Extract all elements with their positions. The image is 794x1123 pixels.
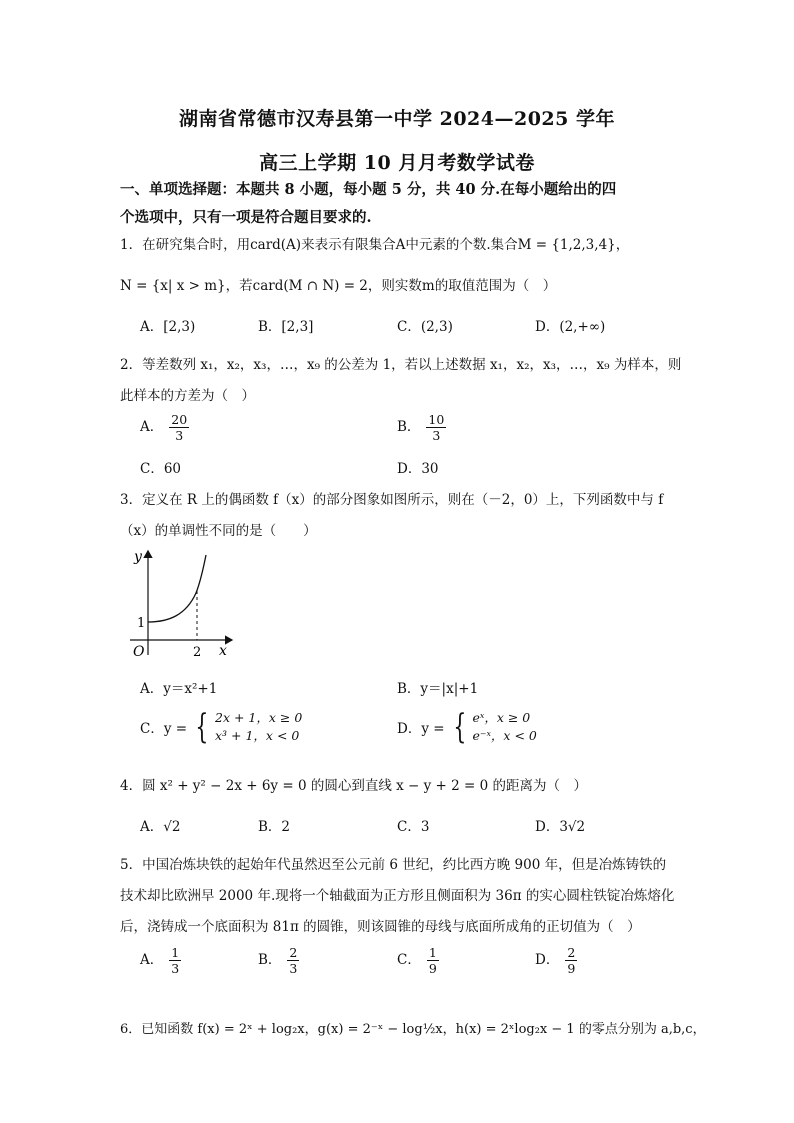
fraction-denominator: 3 <box>432 428 441 443</box>
fraction-denominator: 3 <box>289 961 298 976</box>
q3-option-c-label: C．y = <box>140 721 188 737</box>
q4-option-d: D．3√2 <box>535 819 586 835</box>
q5-line2: 技术却比欧洲早 2000 年.现将一个轴截面为正方形且侧面积为 36π 的实心圆柱铁锭冶炼熔化 <box>120 888 675 904</box>
q5-option-b <box>258 945 299 976</box>
q5-line3: 后，浇铸成一个底面积为 81π 的圆锥，则该圆锥的母线与底面所成角的正切值为（ ） <box>120 919 641 935</box>
q2-option-a-fraction <box>169 412 189 443</box>
q2-line2: 此样本的方差为（ ） <box>120 388 255 404</box>
q2-option-a-label: A． <box>140 419 164 435</box>
piecewise-row-1: eˣ，x ≥ 0 <box>472 710 531 725</box>
q5-option-d-fraction <box>565 945 577 976</box>
q1-option-c: C．(2,3) <box>397 319 453 335</box>
brace-icon: { <box>453 707 467 747</box>
q5-option-c <box>397 945 439 976</box>
q1-option-b: B．[2,3] <box>258 319 314 335</box>
fraction-denominator: 9 <box>567 961 576 976</box>
piecewise-row-2: x³ + 1，x < 0 <box>215 728 300 743</box>
piecewise-row-2: e⁻ˣ，x < 0 <box>472 728 537 743</box>
graph-tick-y: 1 <box>137 616 146 631</box>
q5-line1: 5．中国冶炼块铁的起始年代虽然迟至公元前 6 世纪，约比西方晚 900 年，但是冶炼铸铁的 <box>120 857 667 873</box>
q3-line2: （x）的单调性不同的是（ ） <box>120 523 317 539</box>
fraction-numerator: 1 <box>171 945 180 960</box>
q3-option-d-label: D．y = <box>397 721 445 737</box>
q3-option-c <box>140 709 302 745</box>
q1-line1: 1．在研究集合时，用card(A)来表示有限集合A中元素的个数.集合M = {1,2,3,4}， <box>120 237 630 253</box>
q2-line1: 2．等差数列 x₁，x₂，x₃，…，x₉ 的公差为 1，若以上述数据 x₁，x₂，x₃，…，x₉ 为样本，则 <box>120 357 682 373</box>
graph-origin-label: O <box>133 644 145 660</box>
section-heading-line2: 个选项中，只有一项是符合题目要求的. <box>120 209 372 226</box>
q3-function-graph <box>124 545 244 665</box>
q2-option-a <box>140 412 189 443</box>
q2-option-d: D．30 <box>397 461 439 477</box>
q3-option-c-piecewise <box>191 709 302 745</box>
q1-line2: N = {x| x > m}，若card(M ∩ N) = 2，则实数m的取值范围为（ ） <box>120 278 557 294</box>
graph-tick-x: 2 <box>193 645 202 660</box>
q3-option-d <box>397 709 537 745</box>
graph-y-label: y <box>134 549 142 565</box>
q3-option-d-piecewise <box>449 709 537 745</box>
q5-option-c-fraction <box>427 945 439 976</box>
fraction-numerator: 20 <box>171 412 188 427</box>
fraction-numerator: 1 <box>428 945 437 960</box>
q4-option-c: C．3 <box>397 819 430 835</box>
fraction-numerator: 2 <box>289 945 298 960</box>
exam-title-line2: 高三上学期 10 月月考数学试卷 <box>259 152 535 174</box>
q4-line1: 4．圆 x² + y² − 2x + 6y = 0 的圆心到直线 x − y + 2 = 0 的距离为（ ） <box>120 778 588 794</box>
fraction-denominator: 9 <box>428 961 437 976</box>
section-heading <box>120 176 680 232</box>
q4-option-a: A．√2 <box>140 819 181 835</box>
q5-option-a-fraction <box>169 945 181 976</box>
q3-option-a: A．y＝x²+1 <box>140 681 218 697</box>
fraction-denominator: 3 <box>175 428 184 443</box>
fraction-denominator: 3 <box>171 961 180 976</box>
q4-option-b: B．2 <box>258 819 291 835</box>
q3-line1: 3．定义在 R 上的偶函数 f（x）的部分图象如图所示，则在（－2，0）上，下列函数中与 f <box>120 492 664 508</box>
brace-icon: { <box>195 707 209 747</box>
q3-option-b: B．y＝|x|+1 <box>397 681 479 697</box>
q5-option-b-label: B． <box>258 952 282 968</box>
q2-option-b-fraction <box>426 412 446 443</box>
graph-x-label: x <box>219 643 227 659</box>
q1-option-a: A．[2,3) <box>140 319 196 335</box>
fraction-numerator: 10 <box>428 412 445 427</box>
q2-option-b <box>397 412 446 443</box>
q5-option-c-label: C． <box>397 952 421 968</box>
fraction-numerator: 2 <box>567 945 576 960</box>
section-heading-line1: 一、单项选择题：本题共 8 小题，每小题 5 分，共 40 分.在每小题给出的四 <box>120 181 617 198</box>
q5-option-a <box>140 945 181 976</box>
piecewise-row-1: 2x + 1，x ≥ 0 <box>215 710 303 725</box>
q5-option-d-label: D． <box>535 952 560 968</box>
exam-title-line1: 湖南省常德市汉寿县第一中学 2024—2025 学年 <box>179 108 615 130</box>
q5-option-a-label: A． <box>140 952 164 968</box>
q6-line1: 6．已知函数 f(x) = 2ˣ + log₂x，g(x) = 2⁻ˣ − log½x，h(x) = 2ˣlog₂x − 1 的零点分别为 a,b,c， <box>120 1022 706 1037</box>
q5-option-b-fraction <box>287 945 299 976</box>
q1-option-d: D．(2,+∞) <box>535 319 606 335</box>
q2-option-c: C．60 <box>140 461 182 477</box>
q5-option-d <box>535 945 577 976</box>
q2-option-b-label: B． <box>397 419 421 435</box>
